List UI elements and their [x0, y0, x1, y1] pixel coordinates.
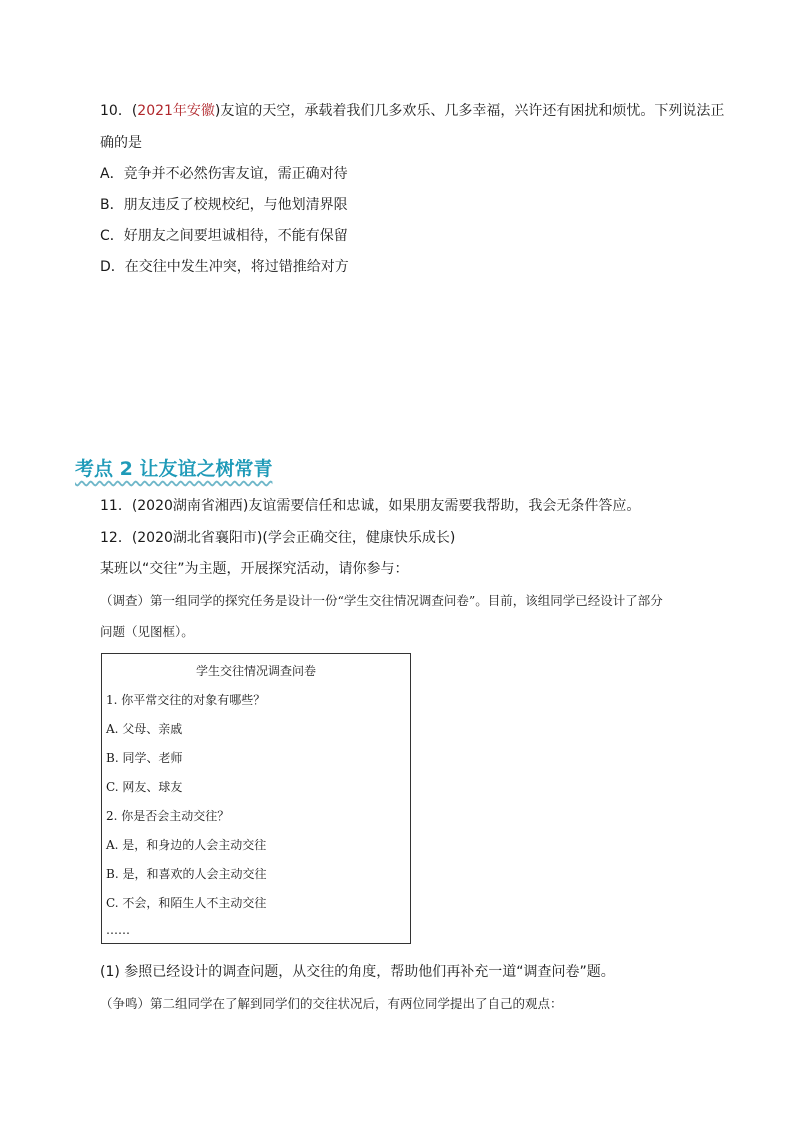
question-10-stem	[100, 101, 724, 121]
survey-item: A. 父母、亲戚	[106, 722, 183, 736]
debate-intro: （争鸣）第二组同学在了解到同学们的交往状况后，有两位同学提出了自己的观点：	[100, 996, 563, 1011]
survey-box	[101, 653, 411, 944]
question-text: )友谊的天空，承载着我们几多欢乐、几多幸福，兴许还有困扰和烦忧。下列说法正	[214, 103, 725, 119]
option-b: B．朋友违反了校规校纪，与他划清界限	[100, 197, 348, 213]
survey-box-title: 学生交往情况调查问卷	[195, 664, 316, 678]
section-heading	[75, 456, 272, 482]
question-source: 2021年安徽	[137, 103, 215, 119]
survey-item: 1. 你平常交往的对象有哪些？	[106, 693, 266, 707]
survey-ellipsis: ……	[106, 923, 130, 937]
question-number: 10．(	[100, 103, 138, 119]
survey-description-continued: 问题（见图框）。	[100, 624, 194, 639]
option-d: D．在交往中发生冲突，将过错推给对方	[100, 259, 349, 275]
survey-item: B. 是，和喜欢的人会主动交往	[106, 867, 267, 881]
survey-item: A. 是，和身边的人会主动交往	[106, 838, 267, 852]
survey-item: C. 网友、球友	[106, 780, 183, 794]
sub-question-1: (1) 参照已经设计的调查问题，从交往的角度，帮助他们再补充一道“调查问卷”题。	[100, 964, 615, 980]
question-11: 11．(2020湖南省湘西)友谊需要信任和忠诚，如果朋友需要我帮助，我会无条件答应。	[100, 498, 641, 514]
survey-item: B. 同学、老师	[106, 751, 183, 765]
survey-item: 2. 你是否会主动交往？	[106, 809, 230, 823]
option-c: C．好朋友之间要坦诚相待，不能有保留	[100, 228, 348, 244]
survey-description: （调查）第一组同学的探究任务是设计一份“学生交往情况调查问卷”。目前，该组同学已经设计了部分	[100, 593, 663, 608]
survey-item: C. 不会，和陌生人不主动交往	[106, 896, 267, 910]
question-10-stem-continued: 确的是	[100, 135, 142, 151]
section-title: 考点 2 让友谊之树常青	[75, 458, 273, 480]
question-12: 12．(2020湖北省襄阳市)(学会正确交往，健康快乐成长)	[100, 530, 456, 546]
question-12-intro: 某班以“交往”为主题，开展探究活动，请你参与：	[100, 561, 409, 577]
option-a: A．竞争并不必然伤害友谊，需正确对待	[100, 166, 348, 182]
